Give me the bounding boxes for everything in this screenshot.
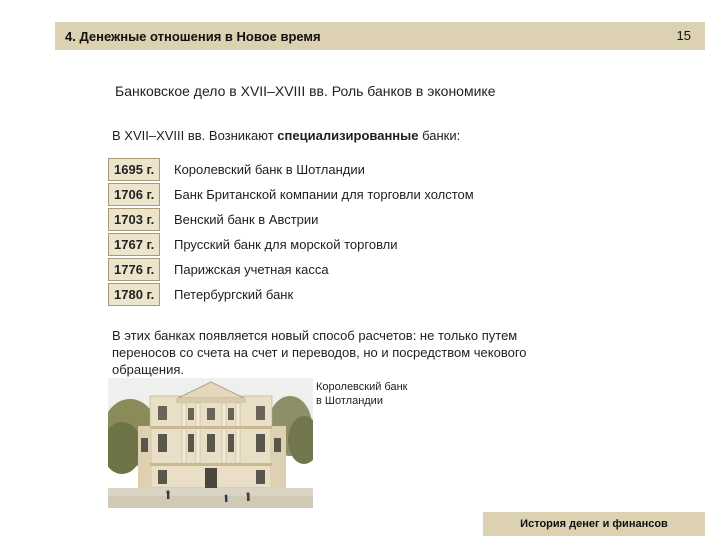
image-caption [316,380,408,408]
bank-name: Парижская учетная касса [174,262,329,277]
caption-line-1: Королевский банк [316,381,408,393]
footer-bar [483,512,705,536]
royal-bank-scotland-image [108,378,313,508]
header-bar [55,22,705,50]
bank-name: Петербургский банк [174,287,294,302]
bank-year: 1695 г. [108,158,160,181]
caption-line-2: в Шотландии [316,395,383,407]
intro-suffix: банки: [418,128,461,143]
course-title: История денег и финансов [520,518,668,530]
bank-row [108,157,528,182]
payment-method-paragraph: В этих банках появляется новый способ расчетов: не только путем переносов со счета на счет и переводов, но и посредством чекового обращения. [112,328,527,377]
intro-text [112,128,460,143]
intro-prefix: В XVII–XVIII вв. Возникают [112,128,278,143]
bank-row [108,182,528,207]
bank-name: Прусский банк для морской торговли [174,237,398,252]
section-title: 4. Денежные отношения в Новое время [65,29,321,44]
bank-year: 1767 г. [108,233,160,256]
bank-year: 1706 г. [108,183,160,206]
bank-name: Венский банк в Австрии [174,212,319,227]
slide-title: Банковское дело в XVII–XVIII вв. Роль банков в экономике [115,83,496,99]
bank-row [108,282,528,307]
bank-year: 1780 г. [108,283,160,306]
bank-row [108,207,528,232]
intro-emphasis: специализированные [277,128,419,143]
bank-row [108,257,528,282]
bank-name: Банк Британской компании для торговли холстом [174,187,474,202]
bank-year: 1776 г. [108,258,160,281]
bank-row [108,232,528,257]
page-number: 15 [676,28,691,43]
bank-list [108,157,528,307]
bank-name: Королевский банк в Шотландии [174,162,365,177]
bank-year: 1703 г. [108,208,160,231]
